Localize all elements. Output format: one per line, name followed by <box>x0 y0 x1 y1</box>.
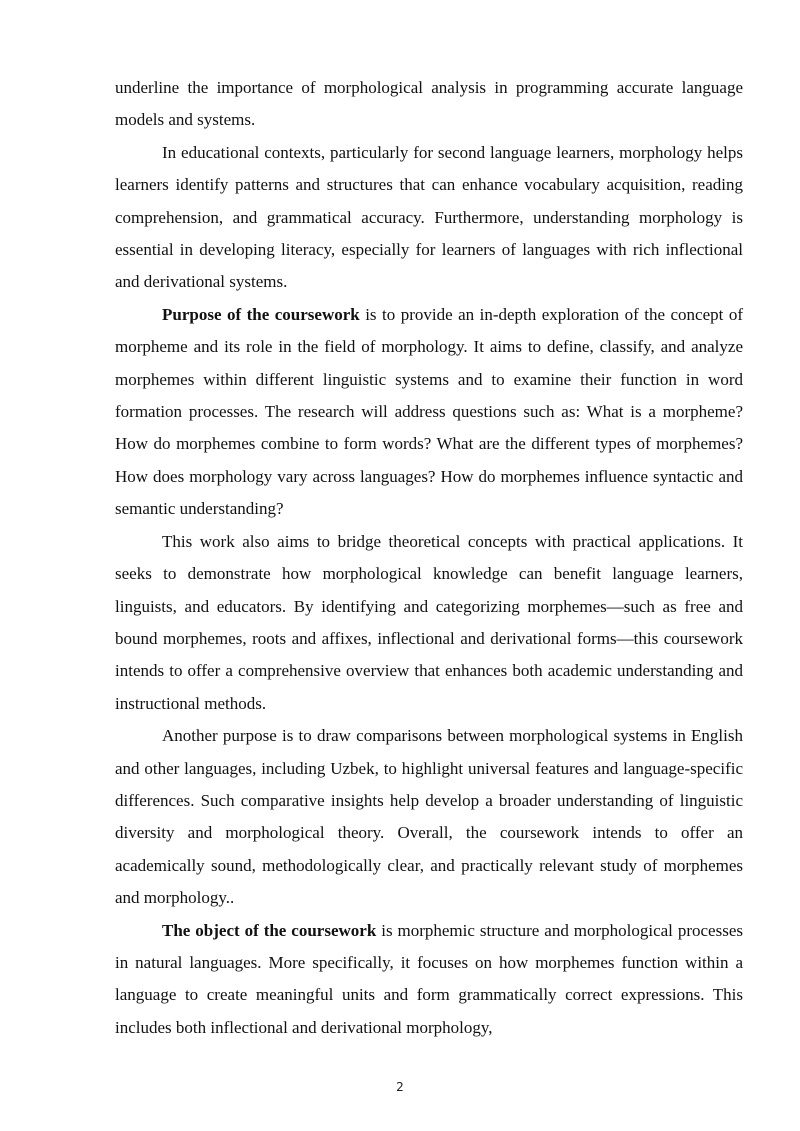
paragraph-continuation <box>115 72 743 137</box>
paragraph-text: is morphemic structure and morphological processes in natural languages. More specifically, it focuses on how morphemes function within a language to create meaningful units and form grammatically correct expressions. This includes both inflectional and derivational morphology, <box>115 920 743 1037</box>
paragraph-lead-heading: Purpose of the coursework <box>162 304 360 324</box>
page-number: 2 <box>396 1080 404 1094</box>
paragraph-comparison <box>115 720 743 914</box>
paragraph-object <box>115 915 743 1045</box>
paragraph-purpose <box>115 299 743 526</box>
paragraph-theory-practice <box>115 526 743 720</box>
paragraph-text: is to provide an in-depth exploration of the concept of morpheme and its role in the field of morphology. It aims to define, classify, and analyze morphemes within different linguistic systems and to examine their function in word formation processes. The research will address questions such as: What is a morpheme? How do morphemes combine to form words? What are the different types of morphemes? How does morphology vary across languages? How do morphemes influence syntactic and semantic understanding? <box>115 304 744 519</box>
paragraph-educational-contexts <box>115 137 743 299</box>
paragraph-text: This work also aims to bridge theoretical concepts with practical applications. It seeks to demonstrate how morphological knowledge can benefit language learners, linguists, and educators. By identifying and categorizing morphemes—such as free and bound morphemes, roots and affixes, inflectional and derivational forms—this coursework intends to offer a comprehensive overview that enhances both academic understanding and instructional methods. <box>115 531 743 713</box>
paragraph-lead-heading: The object of the coursework <box>162 920 377 940</box>
paragraph-text: In educational contexts, particularly for second language learners, morphology helps learners identify patterns and structures that can enhance vocabulary acquisition, reading comprehension, and grammatical accuracy. Furthermore, understanding morphology is essential in developing literacy, especially for learners of languages with rich inflectional and derivational systems. <box>115 142 743 292</box>
paragraph-text: underline the importance of morphological analysis in programming accurate language models and systems. <box>115 78 743 130</box>
document-page <box>115 72 743 1044</box>
paragraph-text: Another purpose is to draw comparisons between morphological systems in English and other languages, including Uzbek, to highlight universal features and language-specific differences. Such comparative insights help develop a broader understanding of linguistic diversity and morphological theory. Overall, the coursework intends to offer an academically sound, methodologically clear, and practically relevant study of morphemes and morphology.. <box>115 726 743 908</box>
